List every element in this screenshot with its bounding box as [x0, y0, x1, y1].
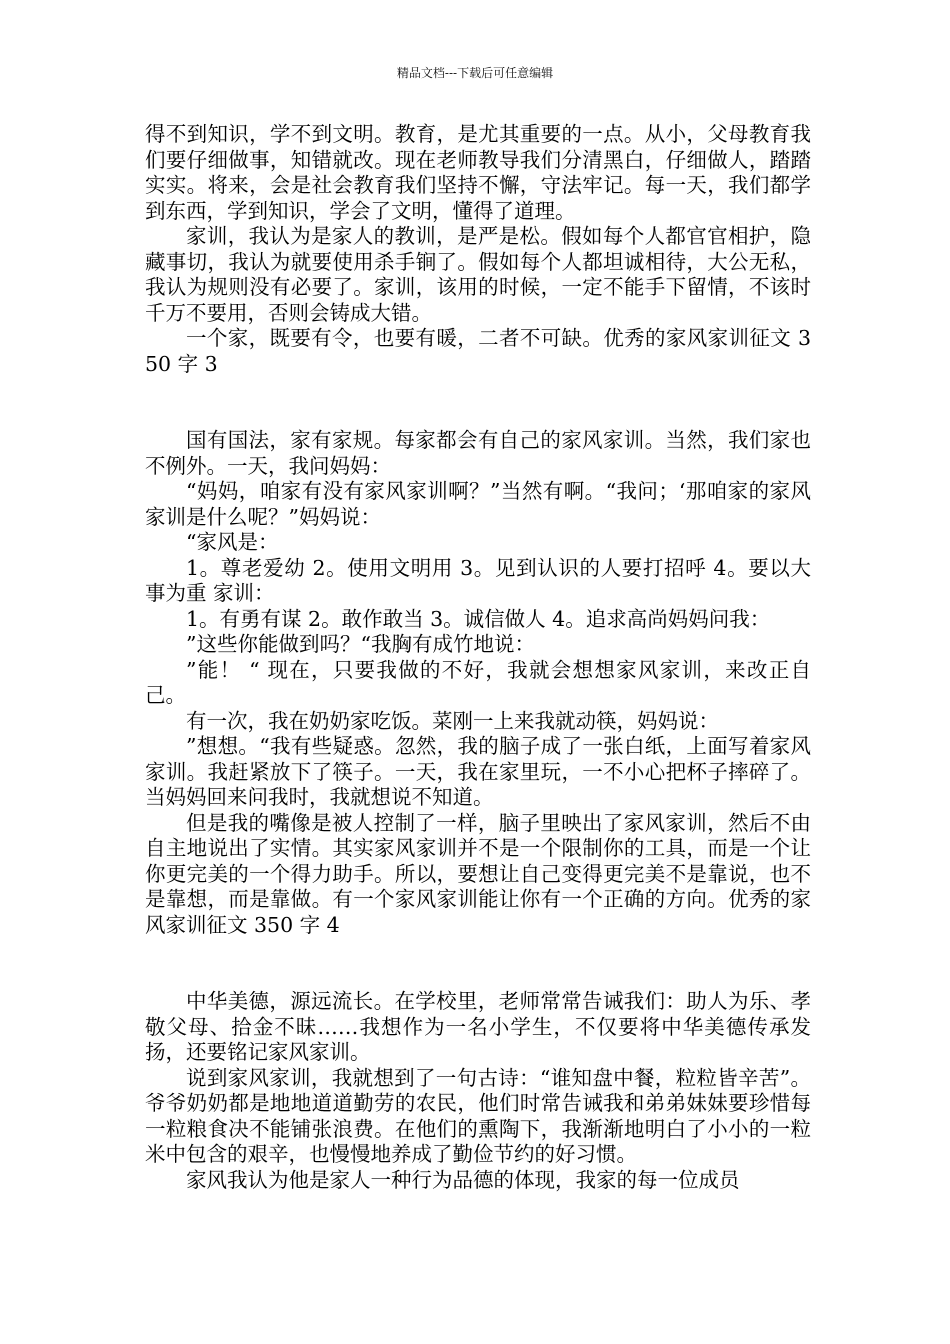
paragraph-3: 一个家，既要有令，也要有暖，二者不可缺。优秀的家风家训征文 350 字 3: [145, 326, 811, 376]
paragraph-16: 家风我认为他是家人一种行为品德的体现，我家的每一位成员: [186, 1167, 740, 1192]
paragraph-14: 中华美德，源远流长。在学校里，老师常常告诫我们：助人为乐、孝敬父母、拾金不昧……我想作为一名小学生，不仅要将中华美德传承发扬，还要铭记家风家训。: [145, 989, 811, 1064]
paragraph-7: 1。尊老爱幼 2。使用文明用 3。见到认识的人要打招呼 4。要以大事为重 家训：: [145, 555, 811, 605]
paragraph-13: 但是我的嘴像是被人控制了一样，脑子里映出了家风家训，然后不由自主地说出了实情。其实家风家训并不是一个限制你的工具，而是一个让你更完美的一个得力助手。所以，要想让自己变得更完美不是靠说，也不是靠想，而是靠做。有一个家风家训能让你有一个正确的方向。优秀的家风家训征文 350 字 4: [145, 810, 811, 937]
paragraph-12: ”想想。“我有些疑惑。忽然，我的脑子成了一张白纸，上面写着家风家训。我赶紧放下了筷子。一天，我在家里玩，一不小心把杯子摔碎了。当妈妈回来问我时，我就想说不知道。: [145, 734, 811, 809]
paragraph-6: “家风是：: [186, 530, 279, 554]
paragraph-8: 1。有勇有谋 2。敢作敢当 3。诚信做人 4。追求高尚妈妈问我：: [186, 606, 771, 631]
paragraph-9: ”这些你能做到吗？“我胸有成竹地说：: [186, 632, 535, 656]
page-header: 精品文档---下载后可任意编辑: [396, 66, 554, 80]
paragraph-5: “妈妈，咱家有没有家风家训啊？”当然有啊。“我问；‘那咱家的家风家训是什么呢？”妈妈说：: [145, 479, 811, 529]
paragraph-1: 得不到知识，学不到文明。教育，是尤其重要的一点。从小，父母教育我们要仔细做事，知错就改。现在老师教导我们分清黑白，仔细做人，踏踏实实。将来，会是社会教育我们坚持不懈，守法牢记。每一天，我们都学到东西，学到知识，学会了文明，懂得了道理。: [145, 122, 811, 223]
paragraph-15: 说到家风家训，我就想到了一句古诗：“谁知盘中餐，粒粒皆辛苦”。爷爷奶奶都是地地道道勤劳的农民，他们时常告诫我和弟弟妹妹要珍惜每一粒粮食决不能铺张浪费。在他们的熏陶下，我渐渐地明白了小小的一粒米中包含的艰辛，也慢慢地养成了勤俭节约的好习惯。: [145, 1065, 811, 1166]
section-gap: [145, 938, 811, 989]
document-body: [145, 122, 811, 1193]
paragraph-10: ”能！ “ 现在，只要我做的不好，我就会想想家风家训，来改正自己。: [145, 657, 811, 707]
paragraph-2: 家训，我认为是家人的教训，是严是松。假如每个人都官官相护，隐藏事切，我认为就要使用杀手锏了。假如每个人都坦诚相待，大公无私，我认为规则没有必要了。家训，该用的时候，一定不能手下留情，不该时千万不要用，否则会铸成大错。: [145, 224, 811, 325]
paragraph-11: 有一次，我在奶奶家吃饭。菜刚一上来我就动筷，妈妈说：: [186, 708, 719, 733]
section-gap: [145, 377, 811, 428]
paragraph-4: 国有国法，家有家规。每家都会有自己的家风家训。当然，我们家也不例外。一天，我问妈妈：: [145, 428, 811, 478]
